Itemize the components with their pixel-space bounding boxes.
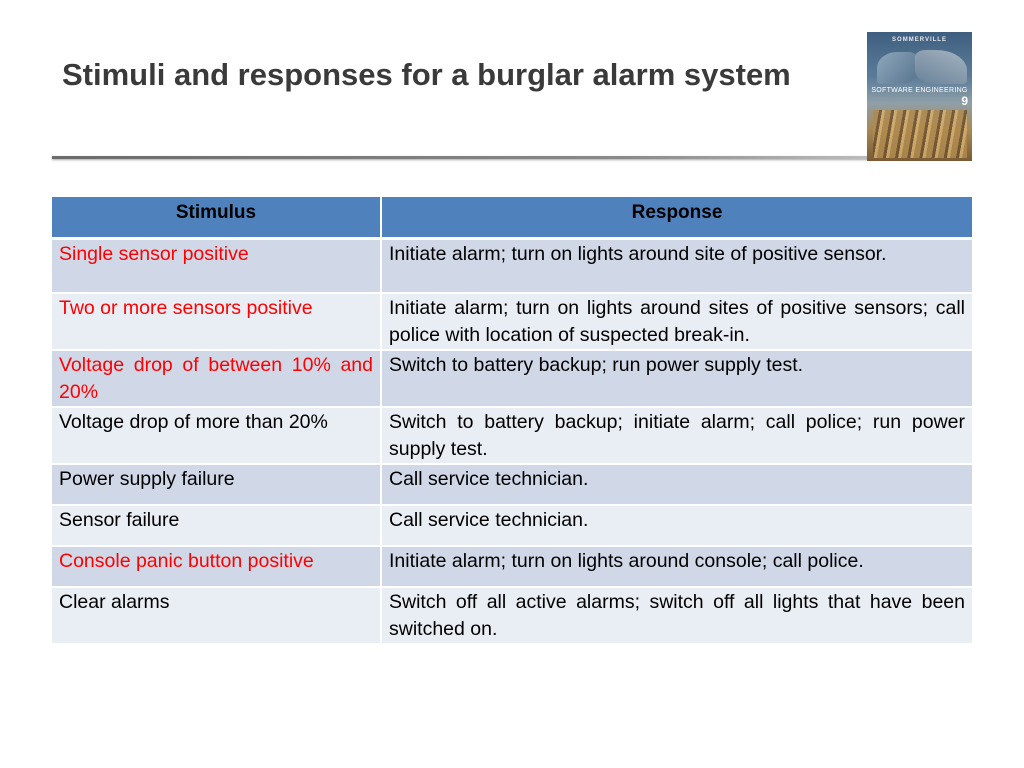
table-row (52, 464, 972, 505)
stimulus-cell: Two or more sensors positive (52, 293, 381, 350)
response-cell: Switch off all active alarms; switch off all lights that have been switched on. (381, 587, 972, 644)
cover-building-shape (915, 50, 967, 84)
column-header-stimulus: Stimulus (52, 197, 381, 238)
response-cell: Initiate alarm; turn on lights around site of positive sensor. (381, 238, 972, 293)
table-row (52, 505, 972, 546)
response-cell: Initiate alarm; turn on lights around console; call police. (381, 546, 972, 587)
stimulus-cell: Voltage drop of more than 20% (52, 407, 381, 464)
table-row (52, 238, 972, 293)
cover-building-shape (877, 52, 917, 84)
stimulus-cell: Console panic button positive (52, 546, 381, 587)
response-cell: Switch to battery backup; run power supply test. (381, 350, 972, 407)
response-cell: Call service technician. (381, 505, 972, 546)
stimulus-cell: Sensor failure (52, 505, 381, 546)
cover-structure-shape (873, 110, 967, 158)
response-cell: Call service technician. (381, 464, 972, 505)
cover-title: SOFTWARE ENGINEERING (871, 87, 968, 94)
table-row (52, 407, 972, 464)
table-row (52, 350, 972, 407)
stimulus-cell: Voltage drop of between 10% and 20% (52, 350, 381, 407)
table-row (52, 587, 972, 644)
stimulus-cell: Single sensor positive (52, 238, 381, 293)
stimulus-cell: Power supply failure (52, 464, 381, 505)
table-header-row (52, 197, 972, 238)
stimulus-response-table (52, 197, 972, 645)
table-row (52, 293, 972, 350)
response-cell: Initiate alarm; turn on lights around sites of positive sensors; call police with location of suspected break-in. (381, 293, 972, 350)
cover-edition: 9 (961, 94, 968, 108)
column-header-response: Response (381, 197, 972, 238)
table-row (52, 546, 972, 587)
stimulus-cell: Clear alarms (52, 587, 381, 644)
slide-title: Stimuli and responses for a burglar alarm system (62, 57, 791, 92)
title-divider (52, 156, 872, 159)
response-cell: Switch to battery backup; initiate alarm; call police; run power supply test. (381, 407, 972, 464)
cover-author: SOMMERVILLE (892, 37, 947, 43)
book-cover-image (867, 32, 972, 161)
